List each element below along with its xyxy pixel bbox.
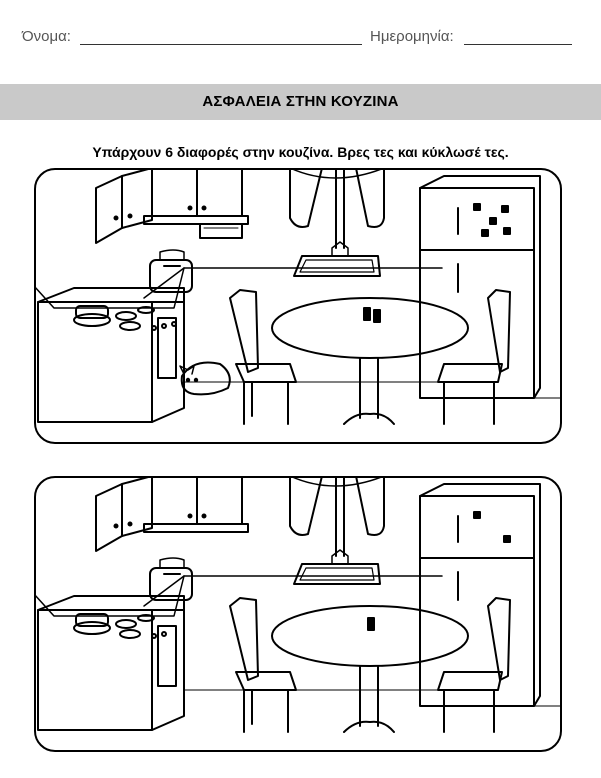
page-title: ΑΣΦΑΛΕΙΑ ΣΤΗΝ ΚΟΥΖΙΝΑ [202, 93, 399, 110]
instructions-text: Υπάρχουν 6 διαφορές στην κουζίνα. Βρες τες και κύκλωσέ τες. [92, 144, 509, 160]
kitchen-scene-bottom[interactable] [34, 476, 562, 752]
title-banner [0, 84, 601, 120]
date-label: Ημερομηνία: [370, 28, 454, 45]
date-field-line[interactable] [464, 44, 572, 45]
name-field-line[interactable] [80, 44, 362, 45]
student-info-row [0, 0, 601, 60]
name-label: Όνομα: [22, 28, 71, 45]
kitchen-scene-top[interactable] [34, 168, 562, 444]
